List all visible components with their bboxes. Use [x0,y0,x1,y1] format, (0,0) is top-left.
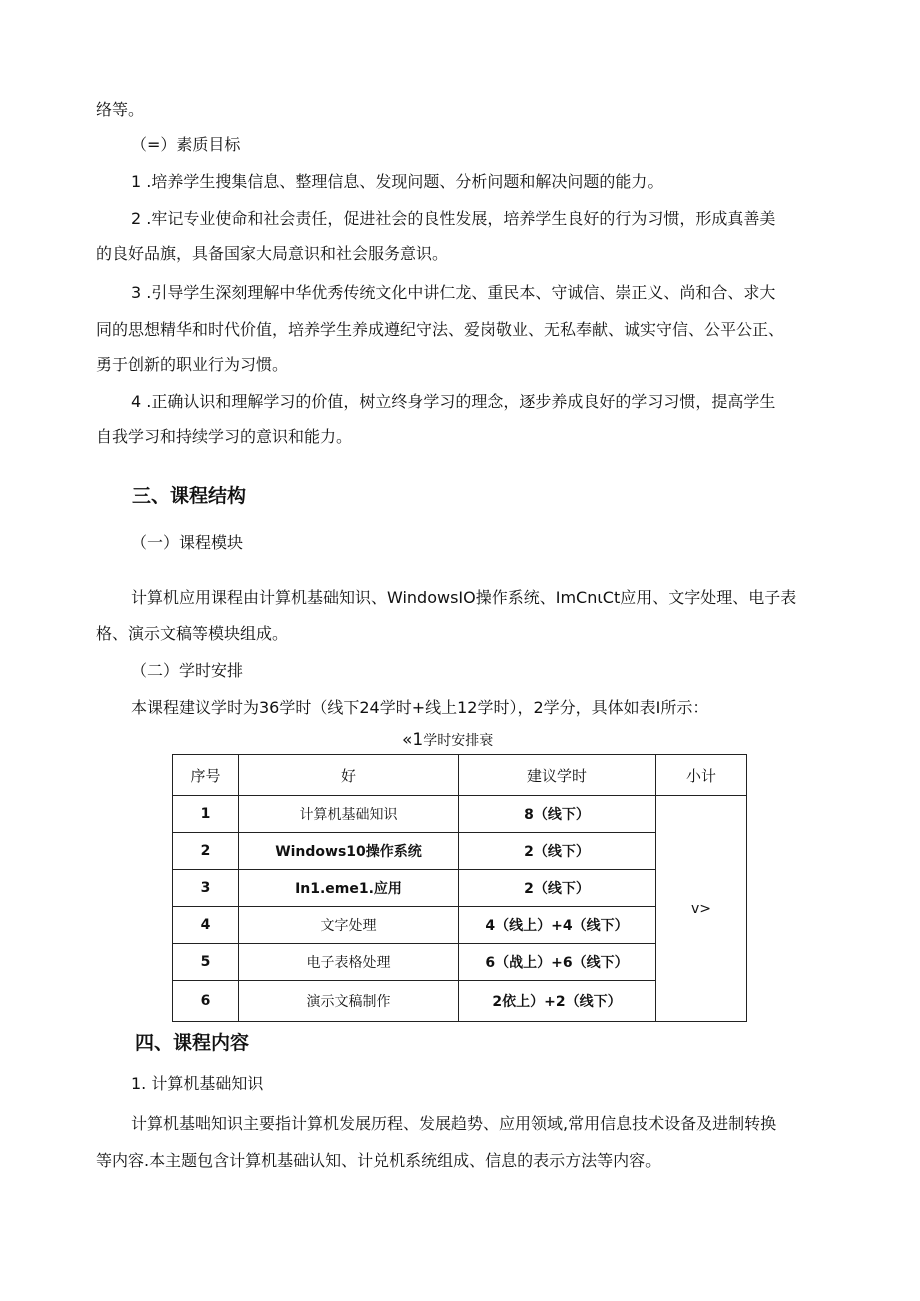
list-item-4: 4 .正确认识和理解学习的价值，树立终身学习的理念，逐步养成良好的学习习惯，提高学生 [131,392,776,411]
table-caption [402,730,493,750]
row-module: 计算机基础知识 [239,796,459,833]
row-module: In1.eme1.应用 [239,870,459,907]
row-index: 1 [173,796,239,833]
paragraph-line: 计算机基咄知识主要指计算机发展历程、发展趋势、应用领域,常用信息技术设备及进制转换 [131,1114,777,1133]
row-index: 2 [173,833,239,870]
table-row [173,796,747,833]
row-module: 演示文稿制作 [239,981,459,1022]
paragraph-line: 计算机应用课程由计算机基础知识、WindowsIO操作系统、ImCnιCt应用、文字处理、电子表 [131,588,797,607]
header-hours: 建议学时 [459,755,656,796]
row-hours: 2（线下） [459,833,656,870]
row-index: 6 [173,981,239,1022]
list-item-3: 3 .引导学生深刻理解中华优秀传统文化中讲仁龙、重民本、守诚信、崇正义、尚和合、求大 [131,283,776,302]
row-module: Windows10操作系统 [239,833,459,870]
paragraph-line: 络等。 [96,100,145,119]
row-hours: 8（线下） [459,796,656,833]
list-item-2: 2 .牢记专业使命和社会责任，促进社会的良性发展，培养学生良好的行为习惯，形成真善美 [131,209,776,228]
subtotal-cell: v> [656,796,747,1022]
list-item-2-cont: 的良好品旗，具备国家大局意识和社会服务意识。 [96,244,449,263]
row-module: 文字处理 [239,907,459,944]
subheading-hours: （二）学时安排 [131,661,244,680]
row-index: 4 [173,907,239,944]
paragraph-line: 等内容.本主题包含计算机基础认知、计兑机系统组成、信息的表示方法等内容。 [96,1151,662,1170]
header-subtotal: 小计 [656,755,747,796]
header-module: 好 [239,755,459,796]
row-index: 5 [173,944,239,981]
heading-course-structure: 三、课程结构 [132,485,247,507]
table-caption-text: 学时安排衰 [423,733,494,749]
row-module: 电子表格处理 [239,944,459,981]
header-index: 序号 [173,755,239,796]
list-item-3-cont: 同的思想精华和时代价值，培养学生养成遵纪守法、爱岗敬业、无私奉献、诚实守信、公平公正、 [96,320,785,339]
subheading-course-modules: （一）课程模块 [131,533,244,552]
paragraph-line: 本课程建议学时为36学时（线下24学时+线上12学时），2学分，具体如表I所示： [131,698,709,717]
list-item-3-cont2: 勇于创新的职业行为习惯。 [96,355,289,374]
heading-course-content: 四、课程内容 [135,1032,250,1054]
subheading-computer-basics: 1. 计算机基础知识 [131,1074,264,1093]
paragraph-line: 格、演示文稿等模块组成。 [96,624,289,643]
table-header-row [173,755,747,796]
row-index: 3 [173,870,239,907]
row-hours: 4（线上）+4（线下） [459,907,656,944]
section-heading-quality-goals: （=）素质目标 [131,135,241,154]
table-caption-number: «1 [402,730,424,750]
list-item-4-cont: 自我学习和持续学习的意识和能力。 [96,427,353,446]
row-hours: 2依上）+2（线下） [459,981,656,1022]
row-hours: 6（战上）+6（线下） [459,944,656,981]
row-hours: 2（线下） [459,870,656,907]
hours-table [172,754,747,1022]
list-item-1: 1 .培养学生搜集信息、整理信息、发现问题、分析问题和解决问题的能力。 [131,172,664,191]
